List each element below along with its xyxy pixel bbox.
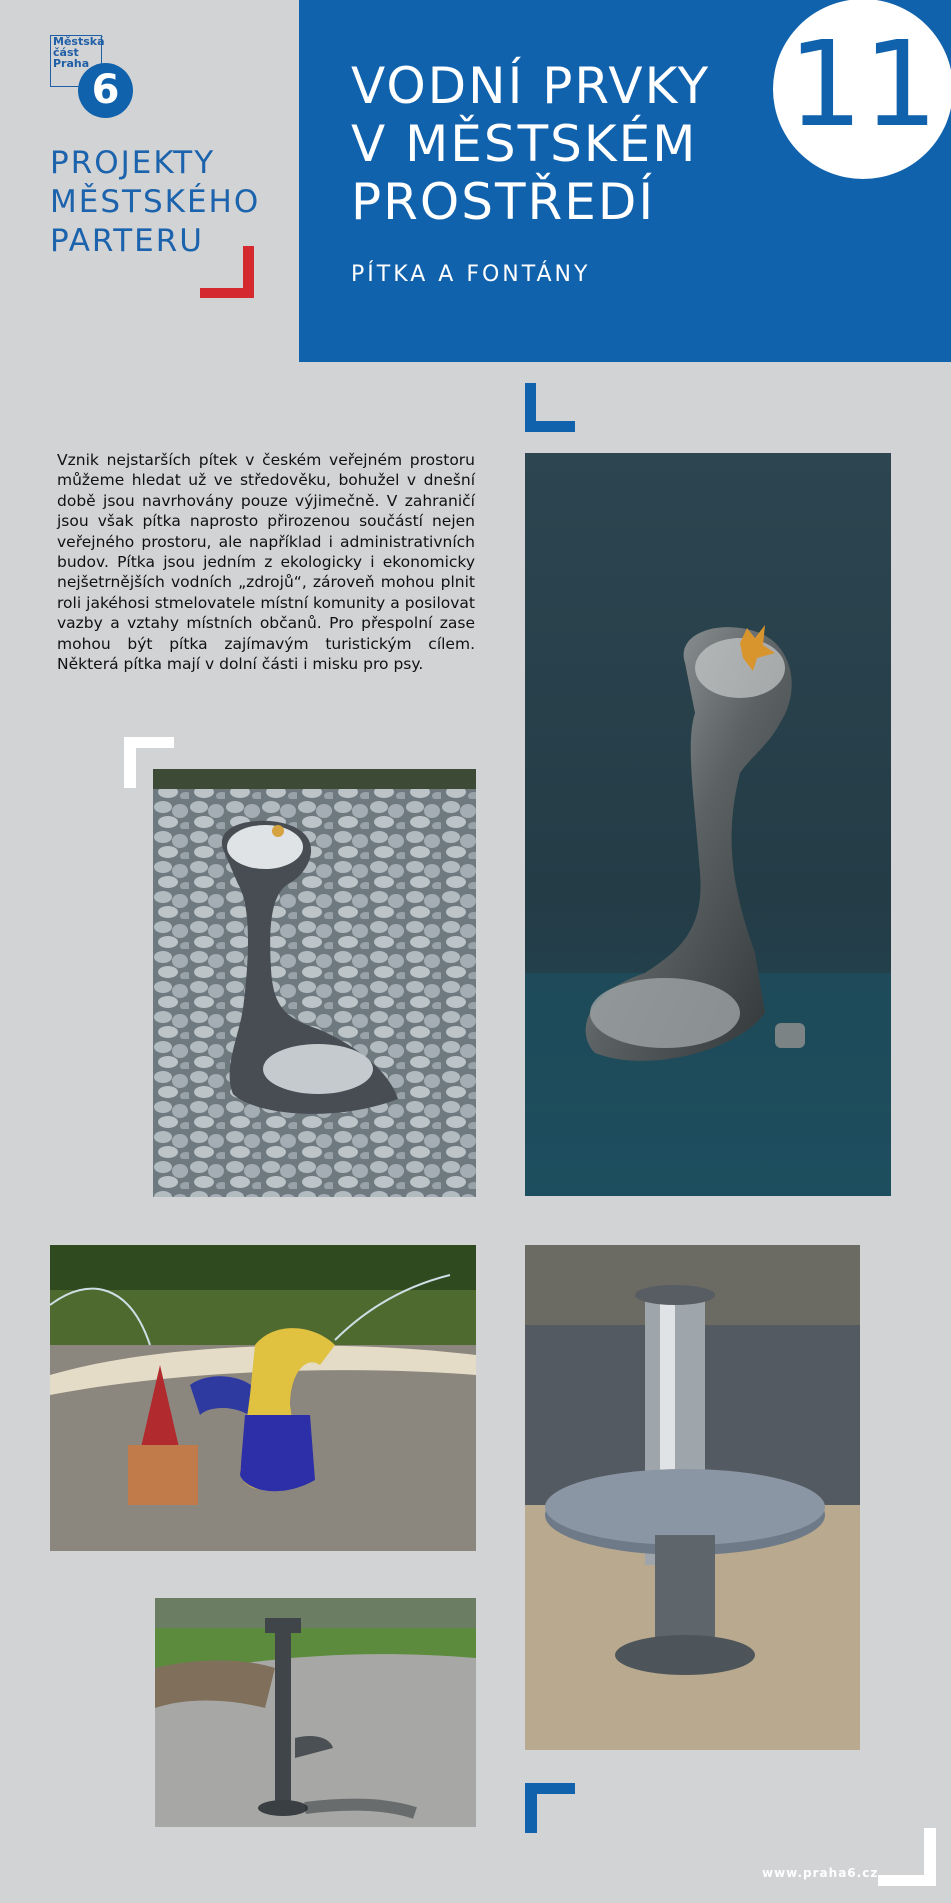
photo-mosaic-play-fountain <box>50 1245 476 1551</box>
intro-paragraph: Vznik nejstarších pítek v českém veřejném prostoru můžeme hledat už ve středověku, bohužel v dnešní době jsou navrhovány pouze výjimečně. V zahraničí jsou však pítka naprosto přirozenou součástí nejen veřejného prostoru, ale například i administrativních budov. Pítka jsou jedním z ekologicky i ekonomicky nejšetrnějších vodních „zdrojů“, zároveň mohou plnit roli jakéhosi stmelovatele místní komunity a posilovat vazby a vztahy místních občanů. Pro přespolní zase mohou být pítka zajímavým turistickým cílem. Některá pítka mají v dolní části i misku pro psy. <box>57 451 475 674</box>
header-title-line-2: V MĚSTSKÉM <box>351 115 698 173</box>
white-corner-mark-footer <box>878 1828 938 1886</box>
blue-corner-mark-top <box>525 383 575 433</box>
footer-url: www.praha6.cz <box>762 1866 879 1880</box>
sidebar-title <box>50 144 290 261</box>
header-title <box>351 57 771 231</box>
sidebar-title-line-2: MĚSTSKÉHO <box>50 184 261 220</box>
photo-sculptural-drinking-fountain-dark <box>525 453 891 1196</box>
panel-number-badge: 11 <box>773 0 951 179</box>
photo-stainless-bollard-fountain <box>525 1245 860 1750</box>
header-title-line-1: VODNÍ PRVKY <box>351 57 711 115</box>
logo-line-3: Praha <box>53 57 90 70</box>
photo-cast-iron-pump-fountain <box>155 1598 476 1827</box>
photo-sculptural-fountain-cobblestones <box>153 769 476 1197</box>
sidebar-title-line-1: PROJEKTY <box>50 145 216 181</box>
header-subtitle: PÍTKA A FONTÁNY <box>351 262 591 287</box>
logo-line-2: část <box>53 46 79 59</box>
logo <box>50 35 135 120</box>
logo-number: 6 <box>78 63 133 118</box>
header-title-line-3: PROSTŘEDÍ <box>351 173 656 231</box>
logo-line-1: Městská <box>53 35 105 48</box>
blue-corner-mark-bottom <box>525 1783 575 1833</box>
red-corner-mark <box>200 246 256 298</box>
sidebar-title-line-3: PARTERU <box>50 223 204 259</box>
